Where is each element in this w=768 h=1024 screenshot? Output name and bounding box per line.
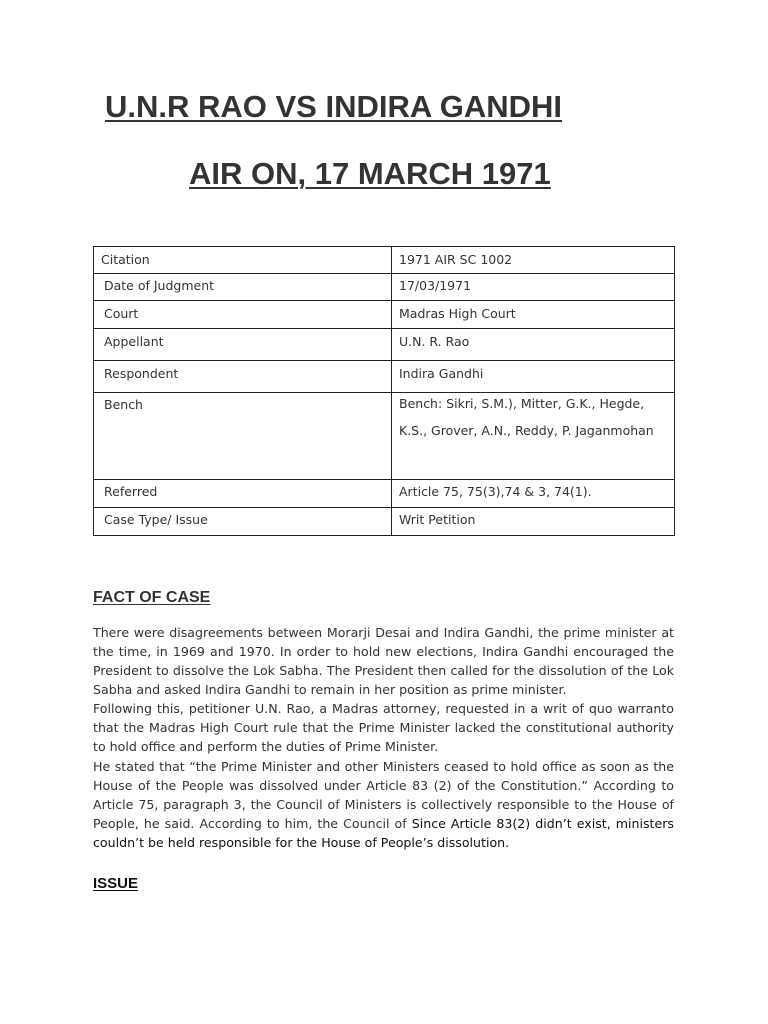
table-value-cell: 1971 AIR SC 1002 [392, 247, 675, 274]
issue-heading: ISSUE [93, 875, 139, 892]
table-value-cell: Bench: Sikri, S.M.), Mitter, G.K., Hegde, K.S., Grover, A.N., Reddy, P. Jaganmohan [392, 393, 675, 480]
fact-paragraph-3 [93, 757, 674, 852]
table-row [94, 329, 675, 361]
table-row [94, 301, 675, 329]
document-subtitle: AIR ON, 17 MARCH 1971 [189, 156, 551, 191]
table-row [94, 393, 675, 480]
table-label-cell: Respondent [94, 361, 392, 393]
table-value-cell: Madras High Court [392, 301, 675, 329]
table-label-cell: Date of Judgment [94, 274, 392, 301]
table-row [94, 247, 675, 274]
table-row [94, 480, 675, 508]
table-value-cell: Indira Gandhi [392, 361, 675, 393]
table-label-cell: Citation [94, 247, 392, 274]
table-label-cell: Bench [94, 393, 392, 480]
table-row [94, 361, 675, 393]
table-row [94, 274, 675, 301]
fact-paragraph-1: There were disagreements between Morarji Desai and Indira Gandhi, the prime minister at the time, in 1969 and 1970. In order to hold new elections, Indira Gandhi encouraged the President to dissolve the Lok Sabha. The President then called for the dissolution of the Lok Sabha and asked Indira Gandhi to remain in her position as prime minister. [93, 625, 674, 698]
table-label-cell: Case Type/ Issue [94, 508, 392, 536]
table-value-cell: U.N. R. Rao [392, 329, 675, 361]
fact-paragraph-3-part-2: Since Article 83(2) didn’t exist, ministers couldn’t be held responsible for the House of People’s dissolution. [93, 816, 674, 851]
fact-of-case-heading: FACT OF CASE [93, 589, 211, 606]
fact-paragraph-3-part-1: He stated that “the Prime Minister and other Ministers ceased to hold office as soon as the House of the People was dissolved under Article 83 (2) of the Constitution.” According to Article 75, paragraph 3, the Council of Ministers is collectively responsible to the House of People, he said. According to him, the Council of [93, 759, 674, 832]
table-value-cell: 17/03/1971 [392, 274, 675, 301]
table-label-cell: Appellant [94, 329, 392, 361]
table-row [94, 508, 675, 536]
table-label-cell: Court [94, 301, 392, 329]
document-title: U.N.R RAO VS INDIRA GANDHI [105, 89, 562, 124]
case-info-table [93, 246, 675, 536]
table-label-cell: Referred [94, 480, 392, 508]
table-value-cell: Writ Petition [392, 508, 675, 536]
fact-paragraph-2: Following this, petitioner U.N. Rao, a Madras attorney, requested in a writ of quo warranto that the Madras High Court rule that the Prime Minister lacked the constitutional authority to hold office and perform the duties of Prime Minister. [93, 701, 674, 755]
table-value-cell: Article 75, 75(3),74 & 3, 74(1). [392, 480, 675, 508]
